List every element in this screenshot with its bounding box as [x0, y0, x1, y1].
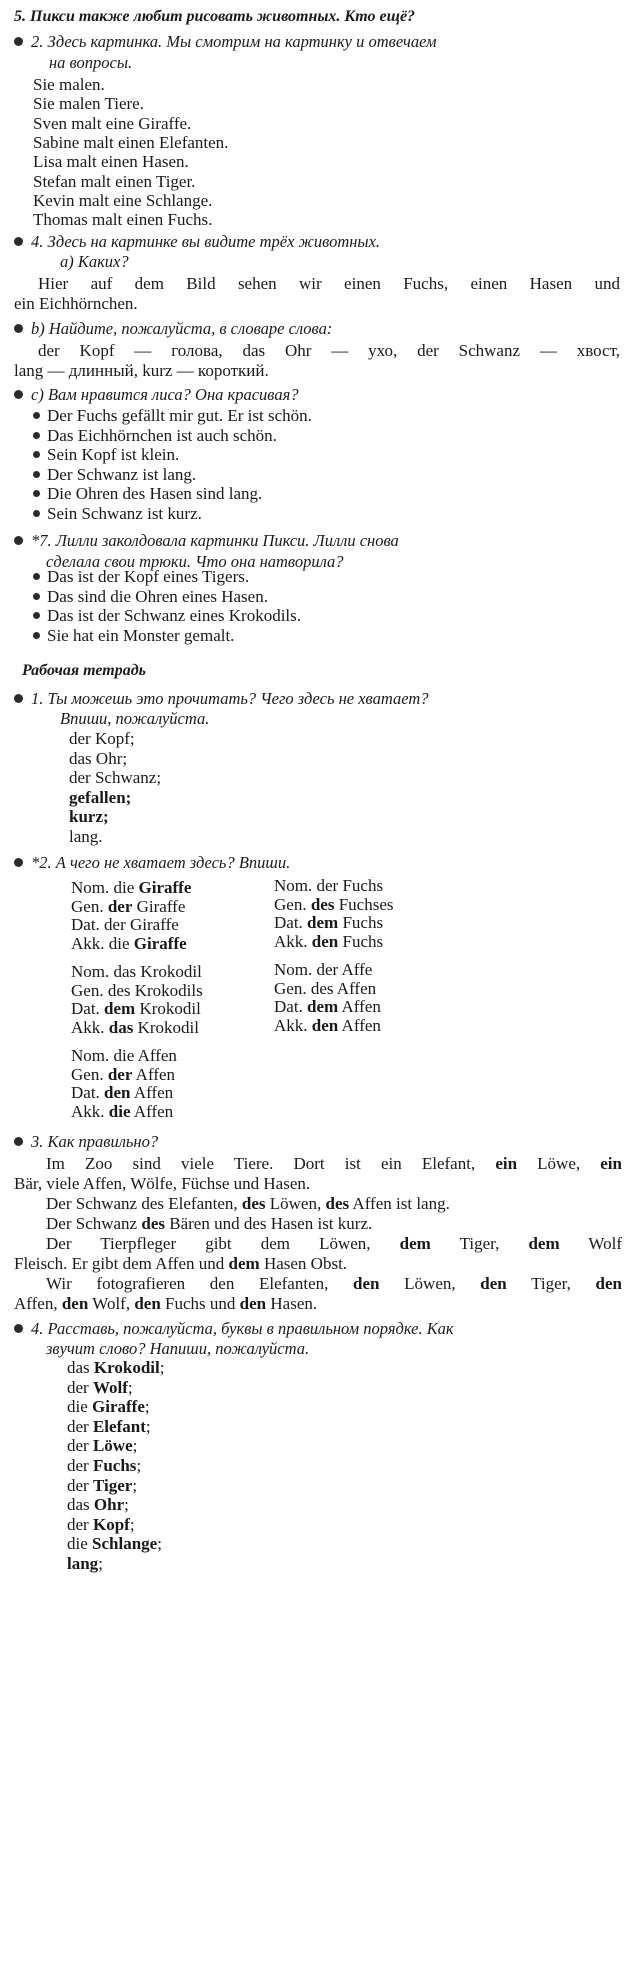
bullet-icon: [14, 390, 23, 399]
task-7-title: *7. Лилли заколдовала картинки Пикси. Лилли снова: [14, 530, 399, 552]
task-4a-answer-line-1: Hier auf dem Bild sehen wir einen Fuchs, einen Hasen und: [38, 274, 620, 293]
task-2-answer-line: Thomas malt einen Fuchs.: [33, 210, 213, 230]
declension-row-giraffe: Nom. die Giraffe: [71, 878, 192, 897]
declension-row-giraffe: Akk. die Giraffe: [71, 933, 187, 953]
workbook-task-4-answer-line: der Kopf;: [67, 1514, 135, 1534]
declension-row-affe: Dat. dem Affen: [274, 997, 381, 1016]
task-3-paragraph-line-4: Der Schwanz des Bären und des Hasen ist kurz.: [46, 1214, 373, 1233]
bullet-icon: [14, 237, 23, 246]
bullet-icon: [14, 1324, 23, 1333]
bullet-icon: [33, 593, 40, 600]
declension-row-affen: Akk. die Affen: [71, 1101, 174, 1121]
task-2-answer-line: Sven malt eine Giraffe.: [33, 113, 192, 133]
declension-row-affe: Nom. der Affe: [274, 960, 373, 979]
workbook-task-1-answer-line: kurz;: [69, 807, 109, 826]
bullet-icon: [33, 612, 40, 619]
workbook-task-1-answer-line: lang.: [69, 826, 103, 846]
task-2-answer-line: Sie malen Tiere.: [33, 94, 144, 114]
bullet-icon: [33, 573, 40, 580]
task-3-paragraph-line-6: Fleisch. Er gibt dem Affen und dem Hasen Obst.: [14, 1254, 348, 1273]
task-2-answer-line: Sie malen.: [33, 75, 105, 94]
bullet-icon: [33, 632, 40, 639]
declension-row-giraffe: Dat. der Giraffe: [71, 915, 179, 934]
section-header: 5. Пикси также любит рисовать животных. Кто ещё?: [14, 8, 416, 25]
task-7-answer-item: Das ist der Schwanz eines Krokodils.: [33, 605, 301, 627]
task-3-paragraph-line-1: Im Zoo sind viele Tiere. Dort ist ein Elefant, ein Löwe, ein: [46, 1154, 622, 1173]
workbook-task-4-answer-line: das Ohr;: [67, 1495, 129, 1515]
bullet-icon: [14, 694, 23, 703]
task-2-answer-line: Kevin malt eine Schlange.: [33, 190, 213, 210]
task-c-answer-item: Das Eichhörnchen ist auch schön.: [33, 425, 277, 447]
declension-row-krokodil: Dat. dem Krokodil: [71, 999, 201, 1018]
task-c-answer-item: Der Schwanz ist lang.: [33, 464, 196, 486]
workbook-task-1-answer-line: der Schwanz;: [69, 768, 162, 787]
task-3-paragraph-line-2: Bär, viele Affen, Wölfe, Füchse und Hasen.: [14, 1174, 311, 1193]
declension-row-fuchs: Nom. der Fuchs: [274, 876, 384, 895]
workbook-task-4-answer-line: das Krokodil;: [67, 1358, 165, 1377]
task-7-title-cont: сделала свои трюки. Что она натворила?: [46, 552, 344, 571]
workbook-task-1-answer-line: das Ohr;: [69, 748, 128, 768]
workbook-task-4-answer-line: die Giraffe;: [67, 1397, 150, 1417]
workbook-task-4-answer-line: lang;: [67, 1554, 103, 1573]
workbook-task-1-answer-line: der Kopf;: [69, 729, 135, 748]
task-c-title: c) Вам нравится лиса? Она красивая?: [14, 384, 299, 406]
workbook-task-1-title: 1. Ты можешь это прочитать? Чего здесь не хватает?: [14, 688, 428, 710]
task-3-paragraph-line-7: Wir fotografieren den Elefanten, den Löwen, den Tiger, den: [46, 1274, 622, 1293]
workbook-task-4-answer-line: der Löwe;: [67, 1436, 138, 1456]
task-2-title: 2. Здесь картинка. Мы смотрим на картинку и отвечаем: [14, 31, 437, 53]
workbook-task-4-title-cont: звучит слово? Напиши, пожалуйста.: [46, 1339, 310, 1358]
declension-row-fuchs: Akk. den Fuchs: [274, 931, 384, 951]
workbook-task-4-answer-line: der Fuchs;: [67, 1456, 142, 1475]
declension-row-fuchs: Dat. dem Fuchs: [274, 913, 384, 932]
declension-row-fuchs: Gen. des Fuchses: [274, 894, 394, 914]
declension-row-affe: Gen. des Affen: [274, 978, 377, 998]
bullet-icon: [33, 490, 40, 497]
task-2-answer-line: Stefan malt einen Tiger.: [33, 171, 196, 191]
bullet-icon: [33, 412, 40, 419]
workbook-task-4-answer-line: der Wolf;: [67, 1377, 133, 1397]
bullet-icon: [33, 510, 40, 517]
task-c-answer-item: Sein Schwanz ist kurz.: [33, 503, 202, 525]
task-4-title: 4. Здесь на картинке вы видите трёх животных.: [14, 231, 380, 253]
declension-row-affen: Nom. die Affen: [71, 1046, 177, 1065]
task-c-answer-item: Die Ohren des Hasen sind lang.: [33, 483, 262, 505]
workbook-task-4-answer-line: der Elefant;: [67, 1416, 151, 1436]
task-3-paragraph-line-8: Affen, den Wolf, den Fuchs und den Hasen.: [14, 1294, 318, 1313]
workbook-heading: Рабочая тетрадь: [22, 662, 146, 679]
declension-row-krokodil: Akk. das Krokodil: [71, 1017, 199, 1037]
task-3-paragraph-line-3: Der Schwanz des Elefanten, des Löwen, des Affen ist lang.: [46, 1194, 450, 1213]
bullet-icon: [14, 858, 23, 867]
task-4a-question: a) Каких?: [60, 252, 129, 271]
declension-row-affen: Dat. den Affen: [71, 1083, 174, 1102]
workbook-task-1-answer-line: gefallen;: [69, 787, 132, 807]
task-7-answer-item: Das ist der Kopf eines Tigers.: [33, 566, 249, 588]
bullet-icon: [14, 37, 23, 46]
task-2-answer-line: Sabine malt einen Elefanten.: [33, 132, 229, 152]
task-c-answer-item: Sein Kopf ist klein.: [33, 444, 179, 466]
bullet-icon: [33, 432, 40, 439]
bullet-icon: [14, 1137, 23, 1146]
task-c-answer-item: Der Fuchs gefällt mir gut. Er ist schön.: [33, 405, 312, 427]
workbook-task-4-title: 4. Расставь, пожалуйста, буквы в правильном порядке. Как: [14, 1318, 454, 1340]
declension-row-krokodil: Gen. des Krokodils: [71, 980, 203, 1000]
workbook-task-2-title: *2. А чего не хватает здесь? Впиши.: [14, 852, 290, 874]
task-b-line-1: der Kopf — голова, das Ohr — ухо, der Schwanz — хвост,: [38, 341, 620, 360]
task-4a-answer-line-2: ein Eichhörnchen.: [14, 294, 138, 313]
task-b-line-2: lang — длинный, kurz — короткий.: [14, 361, 269, 380]
task-2-answer-line: Lisa malt einen Hasen.: [33, 152, 189, 172]
workbook-task-4-answer-line: die Schlange;: [67, 1534, 162, 1554]
task-7-answer-item: Sie hat ein Monster gemalt.: [33, 625, 234, 647]
declension-row-affen: Gen. der Affen: [71, 1064, 176, 1084]
workbook-task-4-answer-line: der Tiger;: [67, 1475, 138, 1495]
task-b-title: b) Найдите, пожалуйста, в словаре слова:: [14, 318, 332, 340]
workbook-task-1-title-cont: Впиши, пожалуйста.: [60, 709, 210, 728]
bullet-icon: [14, 536, 23, 545]
task-7-answer-item: Das sind die Ohren eines Hasen.: [33, 586, 268, 608]
bullet-icon: [33, 471, 40, 478]
workbook-task-3-title: 3. Как правильно?: [14, 1131, 158, 1153]
declension-row-giraffe: Gen. der Giraffe: [71, 896, 186, 916]
declension-row-krokodil: Nom. das Krokodil: [71, 962, 202, 981]
declension-row-affe: Akk. den Affen: [274, 1015, 381, 1035]
bullet-icon: [33, 451, 40, 458]
task-2-title-cont: на вопросы.: [49, 53, 133, 72]
bullet-icon: [14, 324, 23, 333]
task-3-paragraph-line-5: Der Tierpfleger gibt dem Löwen, dem Tiger, dem Wolf: [46, 1234, 622, 1253]
